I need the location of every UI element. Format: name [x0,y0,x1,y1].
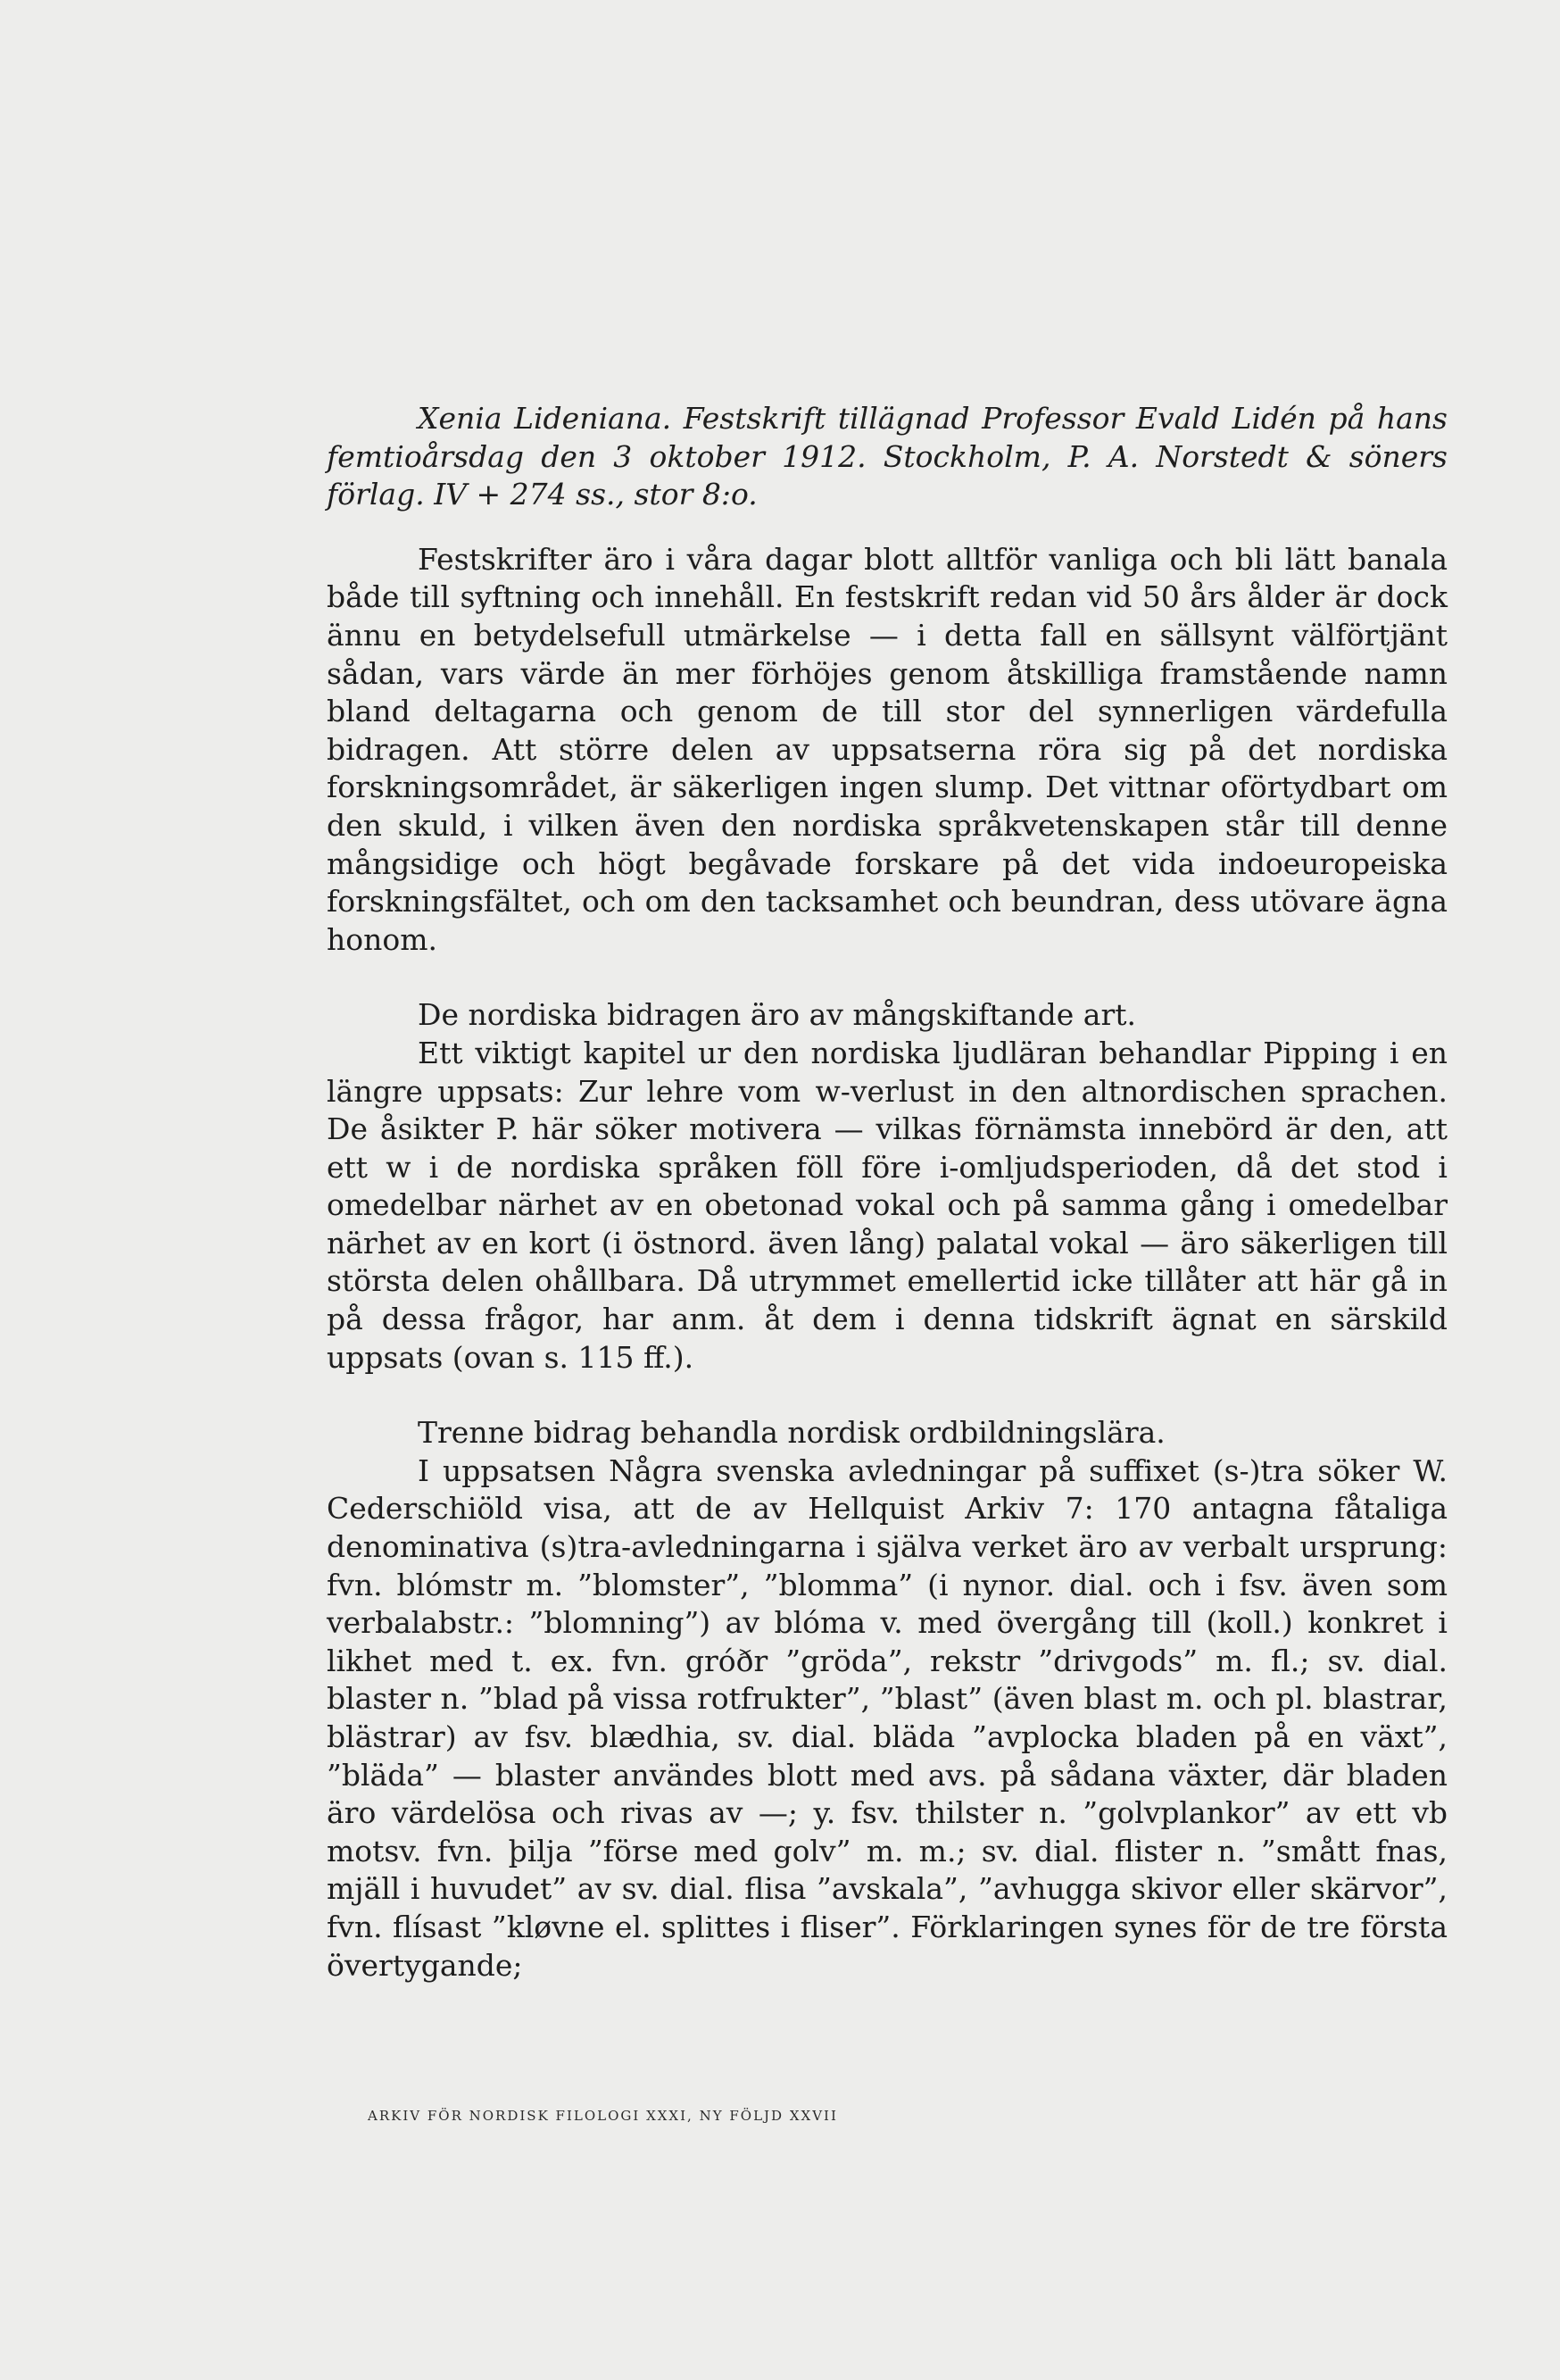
paragraph-word-formation: Trenne bidrag behandla nordisk ordbildningslära. [418,1415,1166,1451]
bibliographic-citation: Xenia Lideniana. Festskrift tillägnad Professor Evald Lidén på hans femtioårsdag den 3 oktober 1912. Stockholm, P. A. Norstedt & söners förlag. IV + 274 ss., stor 8:o. [327,401,1448,512]
page-footer-signature: ARKIV FÖR NORDISK FILOLOGI XXXI, NY FÖLJD XXVII [368,2108,838,2124]
text-column [327,400,1448,1985]
paragraph-nordic-contributions: De nordiska bidragen äro av mångskiftande art. [418,997,1136,1033]
paragraph-cederschiold: I uppsatsen Några svenska avledningar på suffixet (s-)tra söker W. Cederschiöld visa, att de av Hellquist Arkiv 7: 170 antagna fåtaliga denominativa (s)tra-avledningarna i själva verket äro av verbalt ursprung: fvn. blómstr m. ”blomster”, ”blomma” (i nynor. dial. och i fsv. även som verbalabstr.: ”blomning”) av blóma v. med övergång till (koll.) konkret i likhet med t. ex. fvn. gróðr ”gröda”, rekstr ”drivgods” m. fl.; sv. dial. blaster n. ”blad på vissa rotfrukter”, ”blast” (även blast m. och pl. blastrar, blästrar) av fsv. blædhia, sv. dial. bläda ”avplocka bladen på en växt”, ”bläda” — blaster användes blott med avs. på sådana växter, där bladen äro värdelösa och rivas av —; y. fsv. thilster n. ”golvplankor” av ett vb motsv. fvn. þilja ”förse med golv” m. m.; sv. dial. flister n. ”smått fnas, mjäll i huvudet” av sv. dial. flisa ”avskala”, ”avhugga skivor eller skärvor”, fvn. flísast ”kløvne el. splittes i fliser”. Förklaringen synes för de tre första övertygande; [327,1452,1448,1983]
paragraph-intro: Festskrifter äro i våra dagar blott alltför vanliga och bli lätt banala både till syftning och innehåll. En festskrift redan vid 50 års ålder är dock ännu en betydelsefull utmärkelse — i detta fall en sällsynt välförtjänt sådan, vars värde än mer förhöjes genom åtskilliga framstående namn bland deltagarna och genom de till stor del synnerligen värdefulla bidragen. Att större delen av uppsatserna röra sig på det nordiska forskningsområdet, är säkerligen ingen slump. Det vittnar oförtydbart om den skuld, i vilken även den nordiska språkvetenskapen står till denne mångsidige och högt begåvade forskare på det vida indoeuropeiska forskningsfältet, och om den tacksamhet och beundran, dess utövare ägna honom. [327,541,1448,957]
paragraph-pipping: Ett viktigt kapitel ur den nordiska ljudläran behandlar Pipping i en längre uppsats: Zur lehre vom w-verlust in den altnordischen sprachen. De åsikter P. här söker motivera — vilkas förnämsta innebörd är den, att ett w i de nordiska språken föll före i-omljudsperioden, då det stod i omedelbar närhet av en obetonad vokal och på samma gång i omedelbar närhet av en kort (i östnord. även lång) palatal vokal — äro säkerligen till största delen ohållbara. Då utrymmet emellertid icke tillåter att här gå in på dessa frågor, har anm. åt dem i denna tidskrift ägnat en särskild uppsats (ovan s. 115 ff.). [327,1035,1448,1375]
